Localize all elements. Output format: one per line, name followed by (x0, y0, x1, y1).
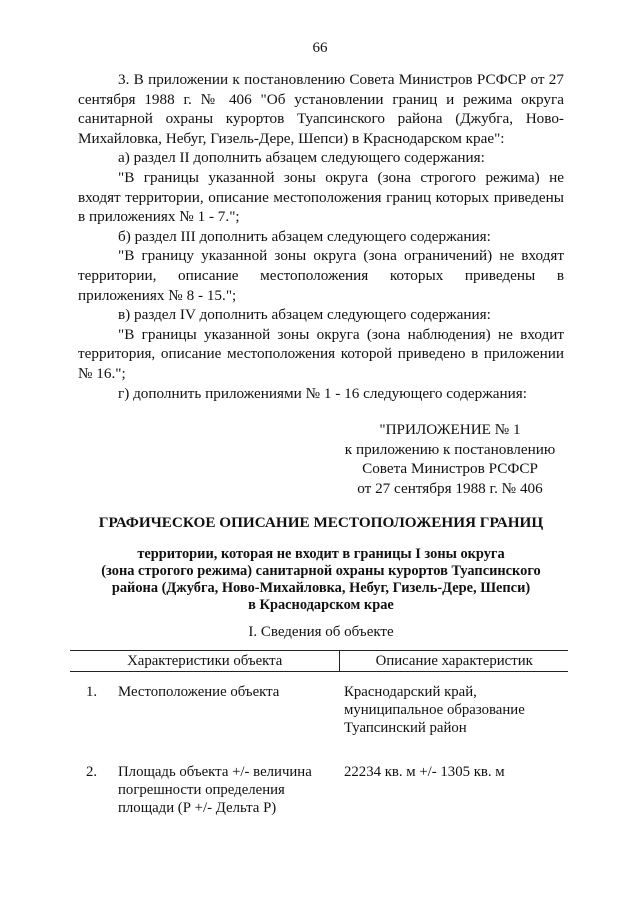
appendix-header (340, 420, 560, 498)
row-number: 2. (86, 764, 98, 780)
row-number: 1. (86, 684, 98, 700)
document-subheading (78, 546, 564, 614)
table-header (70, 650, 568, 672)
label-line: погрешности определения (118, 781, 285, 798)
label-line: площади (Р +/- Дельта Р) (118, 799, 277, 816)
appendix-line: Совета Министров РСФСР (362, 460, 538, 478)
paragraph-item-a: а) раздел II дополнить абзацем следующего содержания: (118, 149, 485, 167)
page-number: 66 (312, 40, 328, 56)
value-line: Краснодарский край, (344, 684, 477, 700)
row-label: Местоположение объекта (118, 684, 280, 700)
row-value (344, 684, 568, 737)
appendix-title: "ПРИЛОЖЕНИЕ № 1 (379, 421, 521, 438)
object-info-table (70, 650, 568, 824)
paragraph-intro: 3. В приложении к постановлению Совета Министров РСФСР от 27 сентября 1988 г. № 406 "Об установлении границ и режима округа санитарной охраны курортов Туапсинского района (Джубга, Ново-Михайловка, Небуг, Гизель-Дере, Шепси) в Краснодарском крае": (78, 71, 564, 147)
header-description: Описание характеристик (339, 651, 568, 671)
document-body (78, 70, 564, 403)
paragraph-quote-c: "В границы указанной зоны округа (зона наблюдения) не входит территория, описание местоположения которой приведено в приложении № 16."; (78, 325, 564, 382)
table-row (70, 684, 568, 756)
value-line: 22234 кв. м +/- 1305 кв. м (344, 764, 505, 780)
header-characteristics: Характеристики объекта (127, 653, 283, 669)
paragraph-item-b: б) раздел III дополнить абзацем следующего содержания: (118, 227, 491, 245)
appendix-line: от 27 сентября 1988 г. № 406 (357, 479, 543, 497)
value-line: муниципальное образование (344, 701, 525, 718)
value-line: Туапсинский район (344, 719, 467, 736)
subheading-line: района (Джубга, Ново-Михайловка, Небуг, Гизель-Дере, Шепси) (111, 580, 531, 596)
subheading-line: территории, которая не входит в границы I зоны округа (137, 546, 505, 562)
label-line: Площадь объекта +/- величина (118, 764, 312, 780)
table-row (70, 764, 568, 824)
paragraph-quote-a: "В границы указанной зоны округа (зона строгого режима) не входят территории, описание местоположения границ которых приведены в приложениях № 1 - 7."; (78, 168, 564, 226)
section-title: I. Сведения об объекте (248, 624, 394, 640)
document-heading: ГРАФИЧЕСКОЕ ОПИСАНИЕ МЕСТОПОЛОЖЕНИЯ ГРАНИЦ (98, 514, 544, 531)
paragraph-quote-b: "В границу указанной зоны округа (зона ограничений) не входят территории, описание местоположения которых приведены в приложениях № 8 - 15."; (78, 247, 564, 304)
row-value (344, 764, 568, 782)
appendix-line: к приложению к постановлению (344, 440, 556, 458)
subheading-line: в Краснодарском крае (248, 597, 394, 613)
paragraph-item-d: г) дополнить приложениями № 1 - 16 следующего содержания: (118, 384, 527, 402)
row-label (118, 764, 328, 817)
subheading-line: (зона строгого режима) санитарной охраны курортов Туапсинского (101, 563, 541, 579)
paragraph-item-c: в) раздел IV дополнить абзацем следующего содержания: (118, 306, 491, 324)
